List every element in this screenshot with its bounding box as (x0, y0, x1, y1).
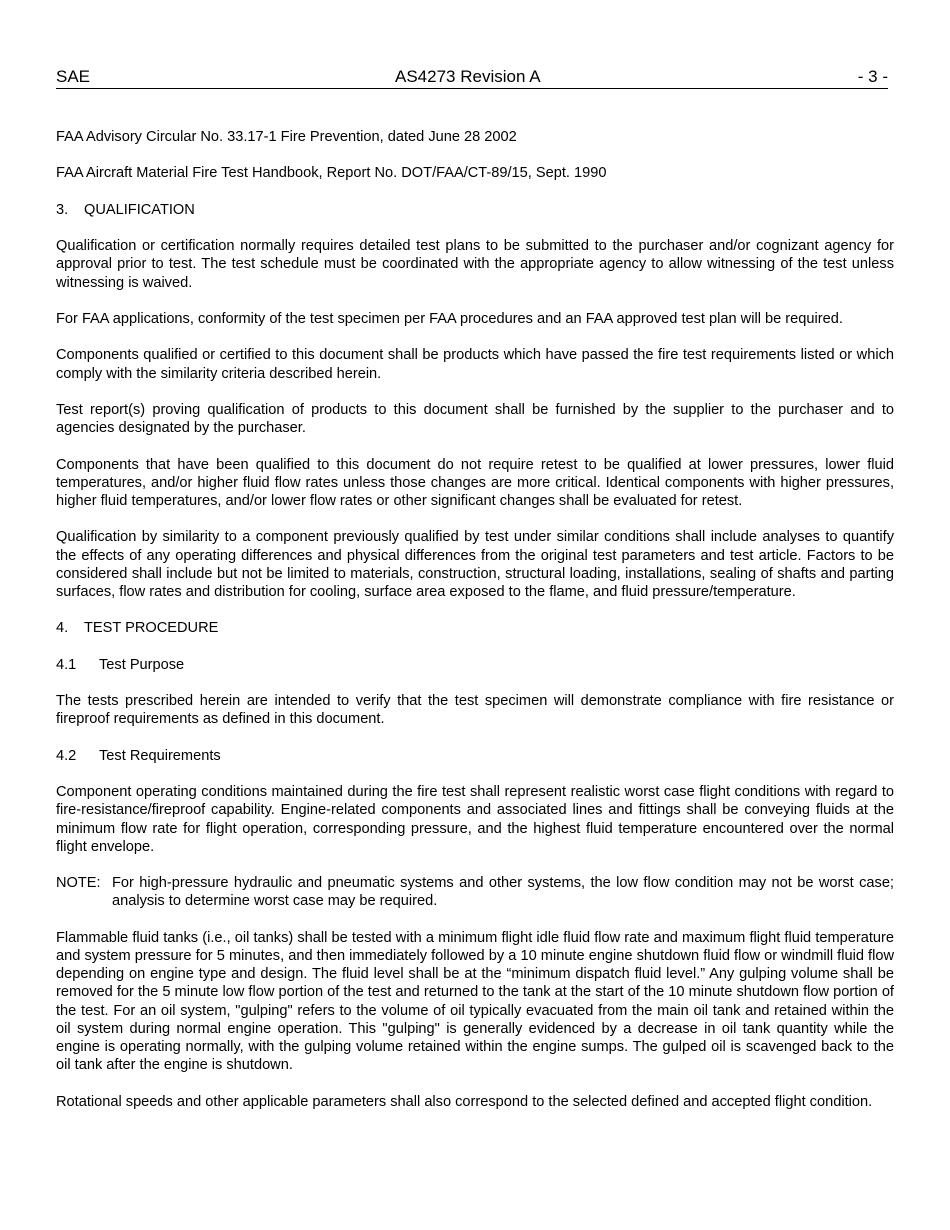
reference-item: FAA Advisory Circular No. 33.17-1 Fire Prevention, dated June 28 2002 (56, 129, 517, 145)
page-header (56, 66, 888, 89)
note-label: NOTE: (56, 875, 101, 892)
subsection-title: Test Purpose (99, 656, 185, 673)
note-block (56, 874, 894, 910)
header-document-id: AS4273 Revision A (395, 67, 541, 86)
paragraph: Test report(s) proving qualification of products to this document shall be furnished by the supplier to the purchaser and to agencies designated by the purchaser. (56, 401, 894, 437)
paragraph: For FAA applications, conformity of the test specimen per FAA procedures and an FAA approved test plan will be required. (56, 310, 843, 327)
paragraph: Qualification or certification normally requires detailed test plans to be submitted to the purchaser and/or cognizant agency for approval prior to test. The test schedule must be coordinated with the appropriate agency to allow witnessing of the test unless witnessing is waived. (56, 238, 894, 291)
subsection-number: 4.1 (56, 656, 77, 673)
paragraph: The tests prescribed herein are intended to verify that the test specimen will demonstrate compliance with fire resistance or fireproof requirements as defined in this document. (56, 693, 894, 728)
paragraph: Qualification by similarity to a component previously qualified by test under similar conditions shall include analyses to quantify the effects of any operating differences and physical differences from the original test parameters and test article. Factors to be considered shall include but not be limited to materials, construction, structural loading, installations, sealing of shafts and parting surfaces, flow rates and distribution for cooling, surface area exposed to the flame, and fluid pressure/temperature. (56, 529, 894, 600)
paragraph: Flammable fluid tanks (i.e., oil tanks) shall be tested with a minimum flight idle fluid flow rate and maximum flight fluid temperature and system pressure for 5 minutes, and then immediately followed by a 10 minute engine shutdown fluid flow or windmill fluid flow depending on engine type and design. The fluid level shall be at the “minimum dispatch fluid level.” Any gulping volume shall be removed for the 5 minute low flow portion of the test and returned to the tank at the start of the 10 minute shutdown flow portion of the test. For an oil system, "gulping" refers to the volume of oil typically evacuated from the main oil tank and retained within the oil system during normal engine operation. This "gulping" is generally evidenced by a decrease in oil tank quantity while the engine is operating normally, with the gulping volume retained within the engine sumps. The gulped oil is scavenged back to the oil tank after the engine is shutdown. (56, 929, 894, 1074)
section-number: 3. (56, 201, 69, 218)
section-heading-qualification (56, 201, 894, 219)
paragraph: Rotational speeds and other applicable parameters shall also correspond to the selected defined and accepted flight condition. (56, 1093, 873, 1110)
section-number: 4. (56, 620, 69, 637)
section-heading-test-procedure (56, 619, 894, 637)
section-title: TEST PROCEDURE (84, 620, 219, 637)
section-title: QUALIFICATION (84, 201, 195, 218)
paragraph: Component operating conditions maintained during the fire test shall represent realistic worst case flight conditions with regard to fire-resistance/fireproof capability. Engine-related components and associated lines and fittings shall be conveying fluids at the minimum flow rate for flight operation, corresponding pressure, and the highest fluid temperature encountered over the normal flight envelope. (56, 784, 894, 855)
subsection-heading-test-purpose (56, 656, 894, 674)
subsection-title: Test Requirements (99, 747, 221, 764)
subsection-number: 4.2 (56, 747, 77, 764)
header-page-number: - 3 - (857, 67, 888, 86)
document-body (56, 128, 894, 1129)
subsection-heading-test-requirements (56, 747, 894, 765)
paragraph: Components that have been qualified to this document do not require retest to be qualified at lower pressures, lower fluid temperatures, and/or higher fluid flow rates unless those changes are more critical. Identical components with higher pressures, higher fluid temperatures, and/or lower flow rates or other significant changes shall be evaluated for retest. (56, 456, 894, 509)
paragraph: Components qualified or certified to this document shall be products which have passed the fire test requirements listed or which comply with the similarity criteria described herein. (56, 347, 894, 382)
note-text: For high-pressure hydraulic and pneumatic systems and other systems, the low flow condition may not be worst case; analysis to determine worst case may be required. (112, 875, 894, 910)
reference-item: FAA Aircraft Material Fire Test Handbook, Report No. DOT/FAA/CT-89/15, Sept. 1990 (56, 165, 607, 182)
header-organization: SAE (56, 67, 91, 86)
